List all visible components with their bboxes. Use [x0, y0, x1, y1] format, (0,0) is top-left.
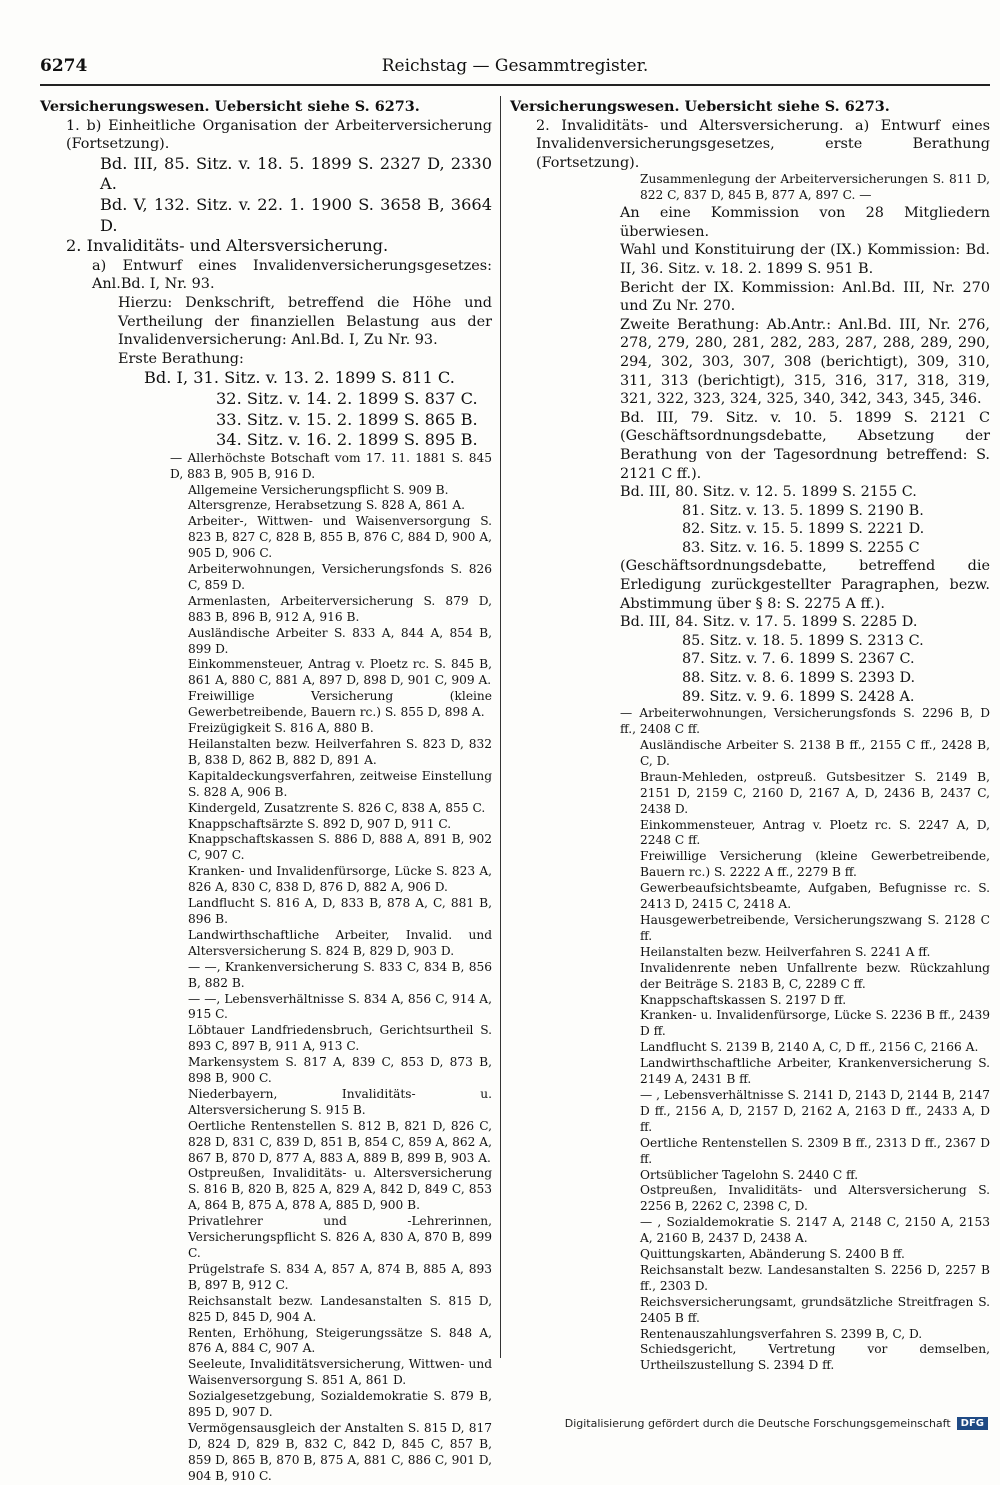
index-entry: Hausgewerbetreibende, Versicherungszwang S. 2128 C ff.	[640, 913, 990, 943]
index-entry: Armenlasten, Arbeiterversicherung S. 879 D, 883 B, 896 B, 912 A, 916 B.	[188, 593, 492, 624]
index-entry: a) Entwurf eines Invalidenversicherungsgesetzes: Anl.Bd. I, Nr. 93.	[92, 257, 492, 293]
index-entry: Freiwillige Versicherung (kleine Gewerbetreibende, Bauern rc.) S. 2222 A ff., 2279 B ff.	[640, 849, 990, 880]
index-entry: Allgemeine Versicherungspflicht S. 909 B.	[188, 482, 449, 497]
dfg-logo: DFG	[957, 1417, 988, 1430]
index-entry: — Arbeiterwohnungen, Versicherungsfonds S. 2296 B, D ff., 2408 C ff.	[620, 706, 990, 737]
index-entry: Invalidenrente neben Unfallrente bezw. Rückzahlung der Beiträge S. 2183 B, C, 2289 C ff.	[640, 960, 990, 991]
index-entry: Ausländische Arbeiter S. 2138 B ff., 2155 C ff., 2428 B, C, D.	[640, 738, 990, 768]
index-entry: Sozialgesetzgebung, Sozialdemokratie S. 879 B, 895 D, 907 D.	[188, 1389, 492, 1420]
index-entry: 32. Sitz. v. 14. 2. 1899 S. 837 C.	[216, 388, 478, 408]
index-entry: An eine Kommission von 28 Mitgliedern überwiesen.	[620, 205, 990, 240]
index-entry: Freiwillige Versicherung (kleine Gewerbetreibende, Bauern rc.) S. 855 D, 898 A.	[188, 689, 492, 720]
index-entry: Ostpreußen, Invaliditäts- und Altersversicherung S. 2256 B, 2262 C, 2398 C, D.	[640, 1183, 990, 1214]
index-entry: 34. Sitz. v. 16. 2. 1899 S. 895 B.	[216, 430, 478, 450]
index-entry: 85. Sitz. v. 18. 5. 1899 S. 2313 C.	[682, 632, 924, 649]
index-entry: Versicherungswesen. Uebersicht siehe S. 6273.	[40, 98, 420, 115]
index-entry: Seeleute, Invaliditätsversicherung, Wittwen- und Waisenversorgung S. 851 A, 861 D.	[188, 1357, 492, 1388]
right-column	[510, 98, 990, 1374]
index-entry: Zweite Berathung: Ab.Antr.: Anl.Bd. III, Nr. 276, 278, 279, 280, 281, 282, 283, 287, 288, 289, 290, 294, 302, 303, 307, 308 (berichtigt), 309, 310, 311, 313 (berichtigt), 315, 316, 317, 318, 319, 321, 322, 323, 324, 325, 340, 342, 343, 345, 346.	[620, 316, 990, 408]
index-entry: Schiedsgericht, Vertretung vor demselben, Urtheilszustellung S. 2394 D ff.	[640, 1342, 990, 1373]
index-entry: Ausländische Arbeiter S. 833 A, 844 A, 854 B, 899 D.	[188, 625, 492, 656]
index-entry: Landflucht S. 2139 B, 2140 A, C, D ff., 2156 C, 2166 A.	[640, 1040, 979, 1055]
index-entry: Einkommensteuer, Antrag v. Ploetz rc. S. 845 B, 861 A, 880 C, 881 A, 897 D, 898 D, 901 C, 909 A.	[188, 657, 492, 688]
footer-credit: Digitalisierung gefördert durch die Deutsche Forschungsgemeinschaft	[564, 1417, 951, 1430]
index-entry: Bd. III, 85. Sitz. v. 18. 5. 1899 S. 2327 D, 2330 A.	[100, 153, 492, 194]
page-header	[40, 54, 990, 86]
index-entry: Bd. I, 31. Sitz. v. 13. 2. 1899 S. 811 C.	[144, 368, 455, 388]
index-entry: Kranken- u. Invalidenfürsorge, Lücke S. 2236 B ff., 2439 D ff.	[640, 1008, 990, 1039]
index-entry: 2. Invaliditäts- und Altersversicherung. a) Entwurf eines Invalidenversicherungsgesetzes, erste Berathung (Fortsetzung).	[536, 117, 990, 171]
index-entry: Knappschaftsärzte S. 892 D, 907 D, 911 C.	[188, 816, 452, 831]
index-entry: 2. Invaliditäts- und Altersversicherung.	[66, 236, 389, 256]
index-entry: Niederbayern, Invaliditäts- u. Altersversicherung S. 915 B.	[188, 1086, 492, 1117]
index-entry: Freizügigkeit S. 816 A, 880 B.	[188, 721, 374, 736]
index-entry: Reichsanstalt bezw. Landesanstalten S. 815 D, 825 D, 845 D, 904 A.	[188, 1293, 492, 1324]
index-entry: Heilanstalten bezw. Heilverfahren S. 823 D, 832 B, 838 D, 862 B, 882 D, 891 A.	[188, 737, 492, 767]
index-entry: Erste Berathung:	[118, 350, 244, 367]
index-entry: — , Sozialdemokratie S. 2147 A, 2148 C, 2150 A, 2153 A, 2160 B, 2437 D, 2438 A.	[640, 1215, 990, 1246]
index-entry: Bd. III, 79. Sitz. v. 10. 5. 1899 S. 2121 C (Geschäftsordnungsdebatte, Absetzung der Berathung von der Tagesordnung betreffend: S. 2121 C ff.).	[620, 409, 990, 482]
left-column	[40, 98, 492, 1485]
index-entry: Reichsanstalt bezw. Landesanstalten S. 2256 D, 2257 B ff., 2303 D.	[640, 1262, 990, 1293]
index-entry: Altersgrenze, Herabsetzung S. 828 A, 861 A.	[188, 498, 466, 513]
index-entry: Oertliche Rentenstellen S. 812 B, 821 D, 826 C, 828 D, 831 C, 839 D, 851 B, 854 C, 859 A, 862 A, 867 B, 870 D, 877 A, 883 A, 889 B, 899 B, 903 A.	[188, 1118, 492, 1165]
index-entry: Quittungskarten, Abänderung S. 2400 B ff.	[640, 1247, 905, 1262]
column-divider	[500, 96, 501, 1358]
index-entry: 87. Sitz. v. 7. 6. 1899 S. 2367 C.	[682, 651, 915, 668]
index-entry: Oertliche Rentenstellen S. 2309 B ff., 2313 D ff., 2367 D ff.	[640, 1135, 990, 1166]
index-entry: Kranken- und Invalidenfürsorge, Lücke S. 823 A, 826 A, 830 C, 838 D, 876 D, 882 A, 906 D.	[188, 864, 492, 895]
index-entry: Kapitaldeckungsverfahren, zeitweise Einstellung S. 828 A, 906 B.	[188, 768, 492, 799]
index-entry: Knappschaftskassen S. 2197 D ff.	[640, 992, 847, 1007]
index-entry: Reichsversicherungsamt, grundsätzliche Streitfragen S. 2405 B ff.	[640, 1294, 990, 1325]
page-number: 6274	[40, 56, 88, 76]
index-entry: — Allerhöchste Botschaft vom 17. 11. 1881 S. 845 D, 883 B, 905 B, 916 D.	[170, 450, 492, 481]
index-entry: Prügelstrafe S. 834 A, 857 A, 874 B, 885 A, 893 B, 897 B, 912 C.	[188, 1261, 492, 1292]
index-entry: Gewerbeaufsichtsbeamte, Aufgaben, Befugnisse rc. S. 2413 D, 2415 C, 2418 A.	[640, 881, 990, 912]
index-entry: (Geschäftsordnungsdebatte, betreffend die Erledigung zurückgestellter Paragraphen, bezw. Abstimmung über § 8: S. 2275 A ff.).	[620, 558, 990, 612]
index-entry: Vermögensausgleich der Anstalten S. 815 D, 817 D, 824 D, 829 B, 832 C, 842 D, 845 C, 857 B, 859 D, 865 B, 870 B, 875 A, 881 C, 886 C, 901 D, 904 B, 910 C.	[188, 1420, 492, 1483]
index-entry: Einkommensteuer, Antrag v. Ploetz rc. S. 2247 A, D, 2248 C ff.	[640, 817, 990, 848]
index-entry: Landwirthschaftliche Arbeiter, Krankenversicherung S. 2149 A, 2431 B ff.	[640, 1056, 990, 1087]
index-entry: Heilanstalten bezw. Heilverfahren S. 2241 A ff.	[640, 944, 931, 959]
index-entry: Bd. V, 132. Sitz. v. 22. 1. 1900 S. 3658 B, 3664 D.	[100, 194, 492, 235]
index-entry: Landflucht S. 816 A, D, 833 B, 878 A, C, 881 B, 896 B.	[188, 896, 492, 926]
index-entry: Arbeiterwohnungen, Versicherungsfonds S. 826 C, 859 D.	[188, 562, 492, 592]
index-entry: 88. Sitz. v. 8. 6. 1899 S. 2393 D.	[682, 670, 916, 687]
index-entry: Braun-Mehleden, ostpreuß. Gutsbesitzer S. 2149 B, 2151 D, 2159 C, 2160 D, 2167 A, D, 2436 B, 2437 C, 2438 D.	[640, 769, 990, 816]
running-title: Reichstag — Gesammtregister.	[381, 56, 649, 76]
index-entry: — , Lebensverhältnisse S. 2141 D, 2143 D, 2144 B, 2147 D ff., 2156 A, D, 2157 D, 2162 A, 2163 D ff., 2433 A, D ff.	[640, 1087, 990, 1134]
index-entry: 33. Sitz. v. 15. 2. 1899 S. 865 B.	[216, 409, 478, 429]
index-entry: Versicherungswesen. Uebersicht siehe S. 6273.	[510, 98, 890, 115]
index-entry: Arbeiter-, Wittwen- und Waisenversorgung S. 823 B, 827 C, 828 B, 855 B, 876 C, 884 D, 900 A, 905 D, 906 C.	[188, 514, 492, 561]
index-entry: Zusammenlegung der Arbeiterversicherungen S. 811 D, 822 C, 837 D, 845 B, 877 A, 897 C. —	[640, 172, 990, 203]
index-entry: Wahl und Konstituirung der (IX.) Kommission: Bd. II, 36. Sitz. v. 18. 2. 1899 S. 951 B.	[620, 242, 990, 277]
index-entry: 82. Sitz. v. 15. 5. 1899 S. 2221 D.	[682, 521, 925, 538]
index-entry: Kindergeld, Zusatzrente S. 826 C, 838 A, 855 C.	[188, 800, 486, 815]
footer	[565, 1417, 988, 1430]
index-entry: 1. b) Einheitliche Organisation der Arbeiterversicherung (Fortsetzung).	[66, 117, 492, 153]
index-entry: Löbtauer Landfriedensbruch, Gerichtsurtheil S. 893 C, 897 B, 911 A, 913 C.	[188, 1023, 492, 1054]
index-entry: — —, Krankenversicherung S. 833 C, 834 B, 856 B, 882 B.	[188, 959, 492, 990]
index-entry: 83. Sitz. v. 16. 5. 1899 S. 2255 C	[682, 539, 920, 556]
index-entry: Renten, Erhöhung, Steigerungssätze S. 848 A, 876 A, 884 C, 907 A.	[188, 1325, 492, 1356]
index-entry: — —, Lebensverhältnisse S. 834 A, 856 C, 914 A, 915 C.	[188, 991, 492, 1022]
index-entry: Rentenauszahlungsverfahren S. 2399 B, C, D.	[640, 1326, 923, 1341]
index-entry: 81. Sitz. v. 13. 5. 1899 S. 2190 B.	[682, 502, 924, 519]
index-entry: Landwirthschaftliche Arbeiter, Invalid. und Altersversicherung S. 824 B, 829 D, 903 D.	[188, 927, 492, 958]
index-entry: 89. Sitz. v. 9. 6. 1899 S. 2428 A.	[682, 688, 915, 705]
index-entry: Bd. III, 84. Sitz. v. 17. 5. 1899 S. 2285 D.	[620, 614, 918, 631]
index-entry: Ortsüblicher Tagelohn S. 2440 C ff.	[640, 1167, 859, 1182]
index-entry: Privatlehrer und -Lehrerinnen, Versicherungspflicht S. 826 A, 830 A, 870 B, 899 C.	[188, 1214, 492, 1260]
index-entry: Hierzu: Denkschrift, betreffend die Höhe und Vertheilung der finanziellen Belastung aus der Invalidenversicherung: Anl.Bd. I, Zu Nr. 93.	[118, 294, 492, 349]
index-entry: Knappschaftskassen S. 886 D, 888 A, 891 B, 902 C, 907 C.	[188, 832, 492, 863]
index-entry: Bd. III, 80. Sitz. v. 12. 5. 1899 S. 2155 C.	[620, 484, 917, 501]
index-entry: Markensystem S. 817 A, 839 C, 853 D, 873 B, 898 B, 900 C.	[188, 1055, 492, 1086]
index-entry: Bericht der IX. Kommission: Anl.Bd. III, Nr. 270 und Zu Nr. 270.	[620, 279, 990, 315]
index-entry: Ostpreußen, Invaliditäts- u. Altersversicherung S. 816 B, 820 B, 825 A, 829 A, 842 D, 849 C, 853 A, 864 B, 875 A, 878 A, 885 D, 900 B.	[188, 1166, 492, 1213]
